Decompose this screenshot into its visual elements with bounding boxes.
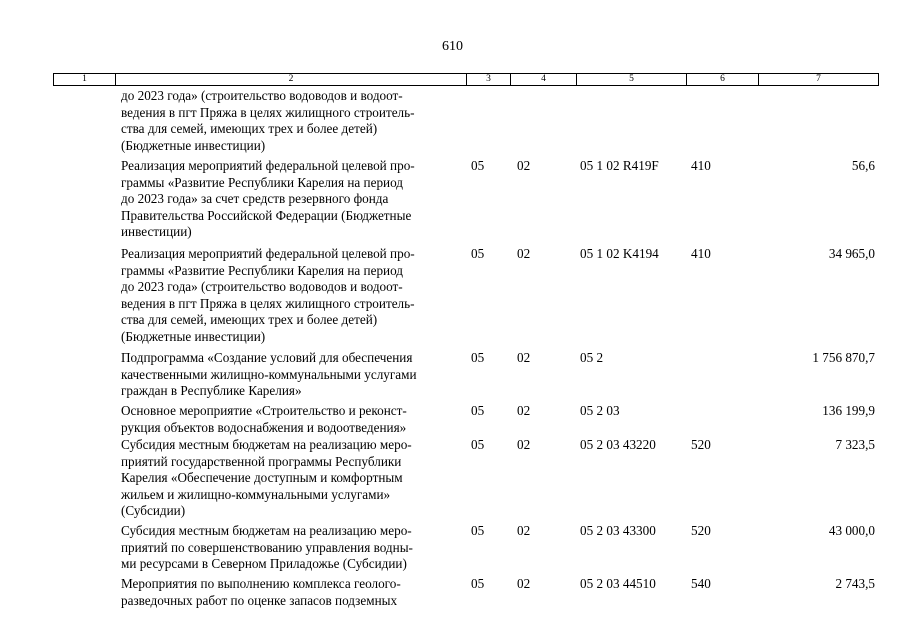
row-expense-type: 410 xyxy=(691,158,711,173)
row-name: до 2023 года» (строительство водоводов и водоот- ведения в пгт Пряжа в целях жилищного строитель- ства для семей, имеющих трех и более детей) (Бюджетные инвестиции) xyxy=(121,88,415,153)
row-section: 05 xyxy=(471,158,485,173)
row-target-code: 05 1 02 K4194 xyxy=(580,246,659,261)
row-amount: 2 743,5 xyxy=(835,576,875,591)
row-target-code: 05 2 03 xyxy=(580,403,620,418)
row-name: Подпрограмма «Создание условий для обеспечения качественными жилищно-коммунальными услугами граждан в Республике Карелия» xyxy=(121,350,417,398)
table-row xyxy=(0,246,905,350)
header-col-4: 4 xyxy=(511,74,577,85)
header-col-6: 6 xyxy=(687,74,759,85)
row-target-code: 05 2 xyxy=(580,350,604,365)
row-amount: 1 756 870,7 xyxy=(812,350,875,365)
table-body xyxy=(0,88,905,612)
row-name: Основное мероприятие «Строительство и реконст- рукция объектов водоснабжения и водоотведения» xyxy=(121,403,407,435)
table-row xyxy=(0,576,905,612)
table-row xyxy=(0,523,905,576)
table-row xyxy=(0,437,905,523)
header-col-2: 2 xyxy=(116,74,467,85)
row-target-code: 05 1 02 R419F xyxy=(580,158,659,173)
row-section: 05 xyxy=(471,437,485,452)
row-subsection: 02 xyxy=(517,350,531,365)
row-expense-type: 410 xyxy=(691,246,711,261)
table-row xyxy=(0,88,905,158)
row-subsection: 02 xyxy=(517,158,531,173)
row-amount: 56,6 xyxy=(851,158,875,173)
row-expense-type: 520 xyxy=(691,437,711,452)
row-section: 05 xyxy=(471,523,485,538)
row-subsection: 02 xyxy=(517,576,531,591)
row-name: Субсидия местным бюджетам на реализацию меро- приятий государственной программы Республики Карелия «Обеспечение доступным и комфортным жильем и жилищно-коммунальными услугами» (Субсидии) xyxy=(121,437,412,518)
row-expense-type: 520 xyxy=(691,523,711,538)
row-section: 05 xyxy=(471,246,485,261)
row-section: 05 xyxy=(471,576,485,591)
table-row xyxy=(0,158,905,246)
row-section: 05 xyxy=(471,350,485,365)
table-row xyxy=(0,350,905,403)
table-header xyxy=(53,73,879,86)
row-target-code: 05 2 03 43220 xyxy=(580,437,656,452)
row-target-code: 05 2 03 43300 xyxy=(580,523,656,538)
row-section: 05 xyxy=(471,403,485,418)
page-number: 610 xyxy=(442,39,463,54)
row-subsection: 02 xyxy=(517,523,531,538)
header-col-5: 5 xyxy=(577,74,687,85)
header-col-3: 3 xyxy=(467,74,511,85)
row-amount: 136 199,9 xyxy=(822,403,875,418)
row-amount: 43 000,0 xyxy=(828,523,875,538)
header-col-1: 1 xyxy=(54,74,116,85)
row-name: Реализация мероприятий федеральной целевой про- граммы «Развитие Республики Карелия на период до 2023 года» (строительство водоводов и водоот- ведения в пгт Пряжа в целях жилищного строитель- ства для семей, имеющих трех и более детей) (Бюджетные инвестиции) xyxy=(121,246,415,344)
row-subsection: 02 xyxy=(517,437,531,452)
row-subsection: 02 xyxy=(517,403,531,418)
row-name: Реализация мероприятий федеральной целевой про- граммы «Развитие Республики Карелия на период до 2023 года» за счет средств резервного фонда Правительства Российской Федерации (Бюджетные инвестиции) xyxy=(121,158,415,239)
row-amount: 34 965,0 xyxy=(828,246,875,261)
row-target-code: 05 2 03 44510 xyxy=(580,576,656,591)
row-name: Мероприятия по выполнению комплекса геолого- разведочных работ по оценке запасов подземных xyxy=(121,576,401,608)
table-row xyxy=(0,403,905,437)
header-col-7: 7 xyxy=(816,74,821,84)
row-amount: 7 323,5 xyxy=(835,437,875,452)
row-expense-type: 540 xyxy=(691,576,711,591)
row-name: Субсидия местным бюджетам на реализацию меро- приятий по совершенствованию управления водны- ми ресурсами в Северном Приладожье (Субсидии) xyxy=(121,523,413,571)
row-subsection: 02 xyxy=(517,246,531,261)
